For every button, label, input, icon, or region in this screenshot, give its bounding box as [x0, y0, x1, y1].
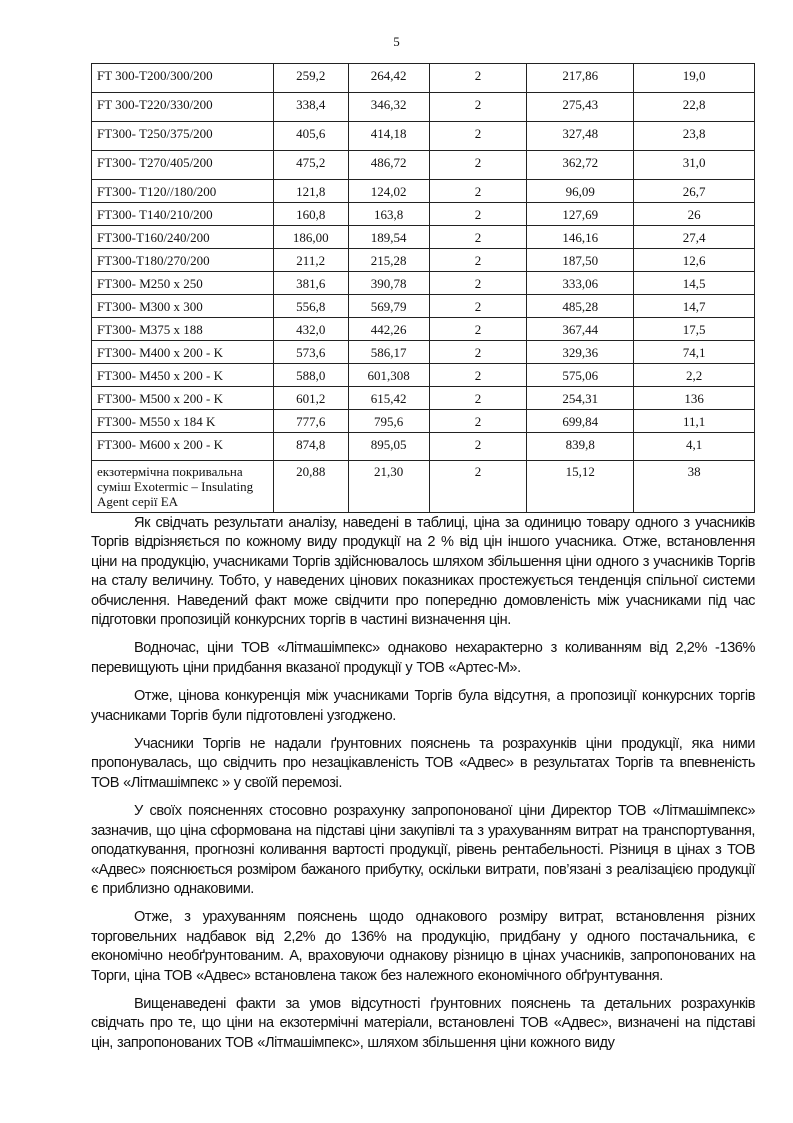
- table-row: [92, 249, 755, 272]
- price-participant-a-cell: 777,6: [273, 410, 348, 433]
- markup-cell: 22,8: [634, 93, 755, 122]
- price-participant-a-cell: 405,6: [273, 122, 348, 151]
- price-participant-b-cell: 615,42: [348, 387, 429, 410]
- paragraph-price-excess: Водночас, ціни ТОВ «Літмашімпекс» однаково нехарактерно з коливанням від 2,2% -136% перевищують ціни придбання вказаної продукції у ТОВ «Артес-М».: [91, 640, 755, 676]
- purchase-price-cell: 127,69: [527, 203, 634, 226]
- product-name-cell: FT300- M550 x 184 K: [92, 410, 274, 433]
- difference-percent-cell: 2: [429, 341, 527, 364]
- price-participant-b-cell: 264,42: [348, 64, 429, 93]
- purchase-price-cell: 327,48: [527, 122, 634, 151]
- difference-percent-cell: 2: [429, 93, 527, 122]
- purchase-price-cell: 333,06: [527, 272, 634, 295]
- purchase-price-cell: 485,28: [527, 295, 634, 318]
- product-name-cell: FT300- M450 x 200 - K: [92, 364, 274, 387]
- markup-cell: 14,5: [634, 272, 755, 295]
- table-row: [92, 410, 755, 433]
- price-participant-b-cell: 215,28: [348, 249, 429, 272]
- product-name-cell: FT300- M400 x 200 - K: [92, 341, 274, 364]
- purchase-price-cell: 839,8: [527, 433, 634, 461]
- difference-percent-cell: 2: [429, 151, 527, 180]
- difference-percent-cell: 2: [429, 272, 527, 295]
- document-body: [91, 514, 755, 1062]
- table-row: [92, 151, 755, 180]
- price-participant-b-cell: 163,8: [348, 203, 429, 226]
- price-participant-b-cell: 390,78: [348, 272, 429, 295]
- markup-cell: 11,1: [634, 410, 755, 433]
- product-name-cell: FT300-T160/240/200: [92, 226, 274, 249]
- markup-cell: 74,1: [634, 341, 755, 364]
- difference-percent-cell: 2: [429, 180, 527, 203]
- table-row: [92, 433, 755, 461]
- markup-cell: 38: [634, 461, 755, 513]
- difference-percent-cell: 2: [429, 249, 527, 272]
- price-participant-b-cell: 189,54: [348, 226, 429, 249]
- table-row: [92, 64, 755, 93]
- difference-percent-cell: 2: [429, 461, 527, 513]
- table-row: [92, 180, 755, 203]
- markup-cell: 26: [634, 203, 755, 226]
- purchase-price-cell: 96,09: [527, 180, 634, 203]
- price-participant-b-cell: 795,6: [348, 410, 429, 433]
- price-participant-b-cell: 601,308: [348, 364, 429, 387]
- difference-percent-cell: 2: [429, 295, 527, 318]
- difference-percent-cell: 2: [429, 387, 527, 410]
- purchase-price-cell: 275,43: [527, 93, 634, 122]
- markup-cell: 12,6: [634, 249, 755, 272]
- product-name-cell: FT300- M250 x 250: [92, 272, 274, 295]
- product-name-cell: FT300-T180/270/200: [92, 249, 274, 272]
- markup-cell: 23,8: [634, 122, 755, 151]
- price-participant-b-cell: 346,32: [348, 93, 429, 122]
- product-name-cell: FT300- M600 x 200 - K: [92, 433, 274, 461]
- product-name-cell: екзотермічна покривальна суміш Exotermic – Insulating Agent серії EA: [92, 461, 274, 513]
- table-row: [92, 203, 755, 226]
- table-row: [92, 341, 755, 364]
- product-name-cell: FT300- T250/375/200: [92, 122, 274, 151]
- price-participant-a-cell: 601,2: [273, 387, 348, 410]
- paragraph-director-explanation: У своїх поясненнях стосовно розрахунку запропонованої ціни Директор ТОВ «Літмашімпекс» зазначив, що ціна сформована на підставі ціни закупівлі та з урахуванням витрат на транспортування, оподаткування, прогнозні коливання вартості продукції, рівень рентабельності. Різниця в цінах з ТОВ «Адвес» пояснюється розміром бажаного прибутку, оскільки витрати, пов’язані з реалізацією продукції є приблизно однаковими.: [91, 803, 755, 897]
- price-participant-a-cell: 573,6: [273, 341, 348, 364]
- table-row: [92, 272, 755, 295]
- price-participant-b-cell: 124,02: [348, 180, 429, 203]
- difference-percent-cell: 2: [429, 64, 527, 93]
- paragraph-no-competition: Отже, цінова конкуренція між учасниками Торгів була відсутня, а пропозиції конкурсних торгів учасниками Торгів були підготовлені узгоджено.: [91, 688, 755, 724]
- product-name-cell: FT300- M300 x 300: [92, 295, 274, 318]
- price-participant-a-cell: 588,0: [273, 364, 348, 387]
- table-row: [92, 364, 755, 387]
- product-name-cell: FT300- T120//180/200: [92, 180, 274, 203]
- purchase-price-cell: 362,72: [527, 151, 634, 180]
- paragraph-analysis-results: Як свідчать результати аналізу, наведені в таблиці, ціна за одиницю товару одного з учасників Торгів відрізняється по кожному виду продукції на 2 % від цін іншого учасника. Отже, встановлення ціни на продукцію, учасниками Торгів здійснювалось шляхом збільшення ціни одного з учасників Торгів на сталу величину. Тобто, у наведених цінових показниках простежується тенденція спільної системи обчислення. Наведений факт може свідчити про попередню домовленість між учасниками під час підготовки пропозицій конкурсних торгів в частині визначення цін.: [91, 515, 755, 629]
- price-participant-a-cell: 186,00: [273, 226, 348, 249]
- purchase-price-cell: 146,16: [527, 226, 634, 249]
- markup-cell: 31,0: [634, 151, 755, 180]
- difference-percent-cell: 2: [429, 122, 527, 151]
- product-name-cell: FT300- T140/210/200: [92, 203, 274, 226]
- table-row: [92, 295, 755, 318]
- price-participant-b-cell: 586,17: [348, 341, 429, 364]
- table-row: [92, 318, 755, 341]
- purchase-price-cell: 575,06: [527, 364, 634, 387]
- product-name-cell: FT 300-T200/300/200: [92, 64, 274, 93]
- price-participant-a-cell: 259,2: [273, 64, 348, 93]
- difference-percent-cell: 2: [429, 203, 527, 226]
- price-participant-a-cell: 475,2: [273, 151, 348, 180]
- price-participant-a-cell: 160,8: [273, 203, 348, 226]
- paragraph-conclusion: Вищенаведені факти за умов відсутності ґрунтовних пояснень та детальних розрахунків свідчать про те, що ціни на екзотермічні матеріали, встановлені ТОВ «Адвес», визначені на підставі цін, запропонованих ТОВ «Літмашімпекс», шляхом збільшення ціни кожного виду: [91, 995, 755, 1051]
- purchase-price-cell: 187,50: [527, 249, 634, 272]
- table-row: [92, 93, 755, 122]
- difference-percent-cell: 2: [429, 364, 527, 387]
- price-participant-a-cell: 874,8: [273, 433, 348, 461]
- paragraph-no-explanations: Учасники Торгів не надали ґрунтовних пояснень та розрахунків ціни продукції, яка ними пропонувалась, що свідчить про незацікавленість ТОВ «Адвес» в результатах Торгів та впевненість ТОВ «Літмашімпекс » у своїй перемозі.: [91, 736, 755, 791]
- markup-cell: 26,7: [634, 180, 755, 203]
- price-participant-a-cell: 211,2: [273, 249, 348, 272]
- markup-cell: 17,5: [634, 318, 755, 341]
- price-participant-b-cell: 486,72: [348, 151, 429, 180]
- paragraph-markup-unjustified: Отже, з урахуванням пояснень щодо однакового розміру витрат, встановлення різних торговельних надбавок від 2,2% до 136% на продукцію, придбану у одного постачальника, є економічно необґрунтованим. А, враховуючи однакову різницю в цінах учасників, запропонованих на Торги, ціна ТОВ «Адвес» встановлена також без належного економічного обґрунтування.: [91, 909, 755, 984]
- markup-cell: 27,4: [634, 226, 755, 249]
- purchase-price-cell: 254,31: [527, 387, 634, 410]
- markup-cell: 2,2: [634, 364, 755, 387]
- product-name-cell: FT300- M500 x 200 - K: [92, 387, 274, 410]
- price-participant-a-cell: 432,0: [273, 318, 348, 341]
- price-participant-b-cell: 414,18: [348, 122, 429, 151]
- price-participant-a-cell: 381,6: [273, 272, 348, 295]
- table-row: [92, 461, 755, 513]
- price-participant-b-cell: 895,05: [348, 433, 429, 461]
- product-name-cell: FT 300-T220/330/200: [92, 93, 274, 122]
- price-comparison-table: [91, 63, 755, 513]
- difference-percent-cell: 2: [429, 433, 527, 461]
- price-participant-b-cell: 569,79: [348, 295, 429, 318]
- markup-cell: 14,7: [634, 295, 755, 318]
- product-name-cell: FT300- M375 x 188: [92, 318, 274, 341]
- price-participant-a-cell: 338,4: [273, 93, 348, 122]
- price-participant-a-cell: 121,8: [273, 180, 348, 203]
- price-participant-a-cell: 20,88: [273, 461, 348, 513]
- purchase-price-cell: 329,36: [527, 341, 634, 364]
- difference-percent-cell: 2: [429, 226, 527, 249]
- purchase-price-cell: 699,84: [527, 410, 634, 433]
- purchase-price-cell: 15,12: [527, 461, 634, 513]
- table-row: [92, 226, 755, 249]
- markup-cell: 4,1: [634, 433, 755, 461]
- price-participant-b-cell: 442,26: [348, 318, 429, 341]
- purchase-price-cell: 217,86: [527, 64, 634, 93]
- price-participant-a-cell: 556,8: [273, 295, 348, 318]
- product-name-cell: FT300- T270/405/200: [92, 151, 274, 180]
- table-row: [92, 122, 755, 151]
- table-row: [92, 387, 755, 410]
- difference-percent-cell: 2: [429, 410, 527, 433]
- markup-cell: 19,0: [634, 64, 755, 93]
- markup-cell: 136: [634, 387, 755, 410]
- price-participant-b-cell: 21,30: [348, 461, 429, 513]
- difference-percent-cell: 2: [429, 318, 527, 341]
- page-number: 5: [393, 34, 400, 49]
- purchase-price-cell: 367,44: [527, 318, 634, 341]
